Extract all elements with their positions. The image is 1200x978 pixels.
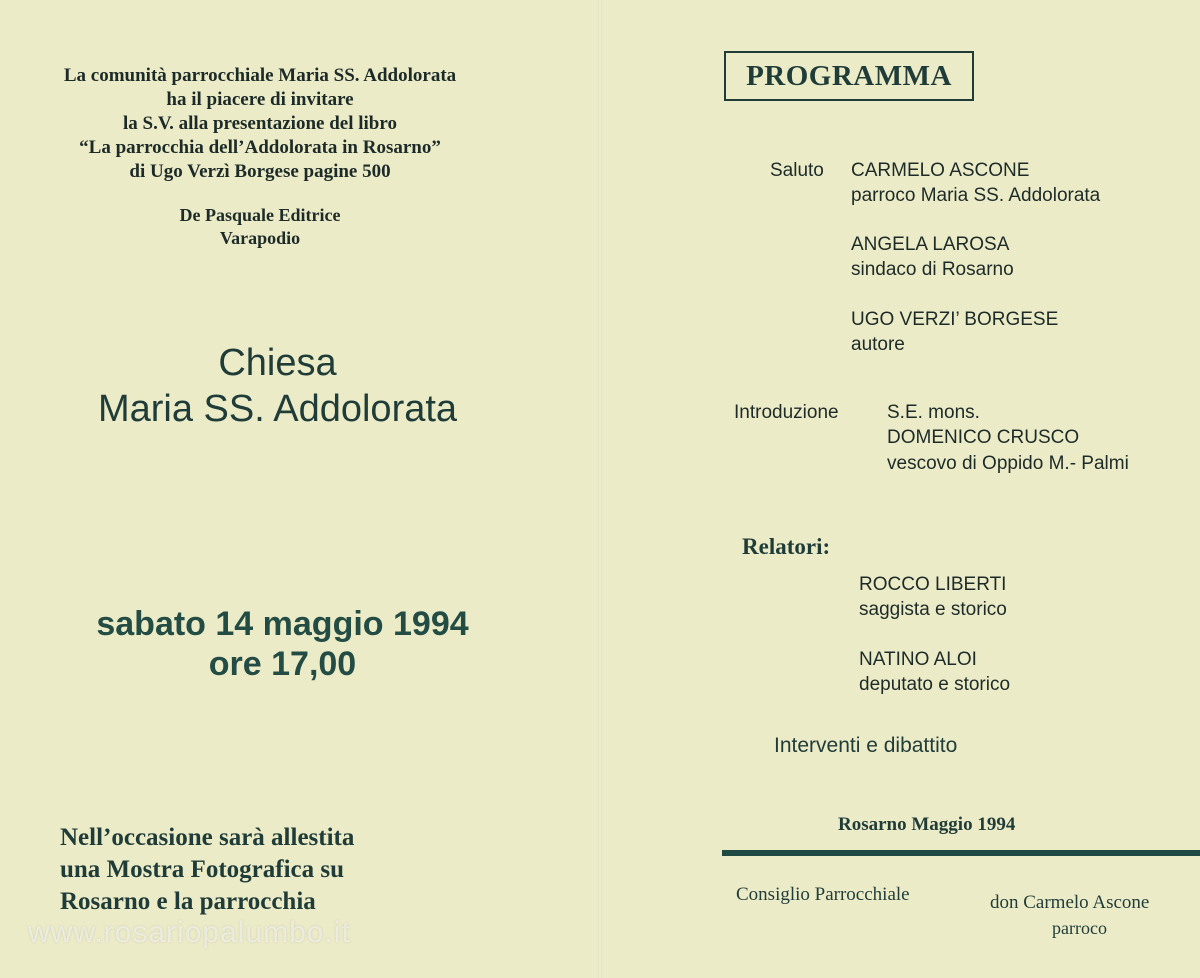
relatore-name: ROCCO LIBERTI — [859, 574, 1007, 595]
relatore-role: saggista e storico — [859, 599, 1007, 620]
invite-line: “La parrocchia dell’Addolorata in Rosarno” — [79, 137, 441, 158]
exhibition-line: Nell’occasione sarà allestita — [60, 824, 355, 851]
introduzione-title: S.E. mons. — [887, 402, 980, 423]
signature-priest-name: don Carmelo Ascone — [990, 892, 1150, 913]
invite-line: La comunità parrocchiale Maria SS. Addolorata — [63, 65, 457, 86]
introduzione-name: DOMENICO CRUSCO — [887, 427, 1080, 448]
signature-council: Consiglio Parrocchiale — [736, 884, 910, 905]
church-line: Maria SS. Addolorata — [97, 388, 458, 430]
divider — [722, 850, 1200, 856]
saluto-name: UGO VERZI’ BORGESE — [851, 309, 1059, 330]
introduzione-label: Introduzione — [734, 402, 839, 423]
publisher-line: Varapodio — [219, 228, 301, 248]
publisher-line: De Pasquale Editrice — [179, 205, 341, 225]
saluto-name: CARMELO ASCONE — [851, 160, 1030, 181]
saluto-label: Saluto — [770, 160, 824, 181]
interventi: Interventi e dibattito — [774, 734, 958, 757]
invite-line: la S.V. alla presentazione del libro — [123, 113, 397, 134]
signature-priest-title: parroco — [1052, 918, 1107, 938]
church-line: Chiesa — [218, 342, 337, 384]
publisher — [0, 204, 520, 250]
exhibition-line: una Mostra Fotografica su — [60, 856, 344, 883]
church-name — [0, 340, 555, 432]
introduzione-role: vescovo di Oppido M.- Palmi — [887, 453, 1129, 474]
event-time: ore 17,00 — [208, 645, 357, 683]
relatori-label: Relatori: — [742, 534, 831, 559]
exhibition-note — [60, 822, 354, 918]
place-date: Rosarno Maggio 1994 — [838, 814, 1016, 835]
saluto-role: parroco Maria SS. Addolorata — [851, 185, 1101, 206]
event-datetime — [0, 604, 565, 684]
watermark: www.rosariopalumbo.it — [28, 916, 351, 949]
saluto-role: autore — [851, 334, 905, 355]
program-title: PROGRAMMA — [724, 51, 974, 101]
relatore-role: deputato e storico — [859, 674, 1011, 695]
relatore-name: NATINO ALOI — [859, 649, 977, 670]
saluto-name: ANGELA LAROSA — [851, 234, 1010, 255]
saluto-role: sindaco di Rosarno — [851, 259, 1014, 280]
invite-line: di Ugo Verzì Borgese pagine 500 — [129, 161, 391, 182]
exhibition-line: Rosarno e la parrocchia — [60, 888, 316, 915]
invitation-text — [0, 64, 520, 184]
right-panel — [600, 0, 1200, 978]
invite-line: ha il piacere di invitare — [166, 89, 354, 110]
event-date: sabato 14 maggio 1994 — [96, 605, 469, 643]
